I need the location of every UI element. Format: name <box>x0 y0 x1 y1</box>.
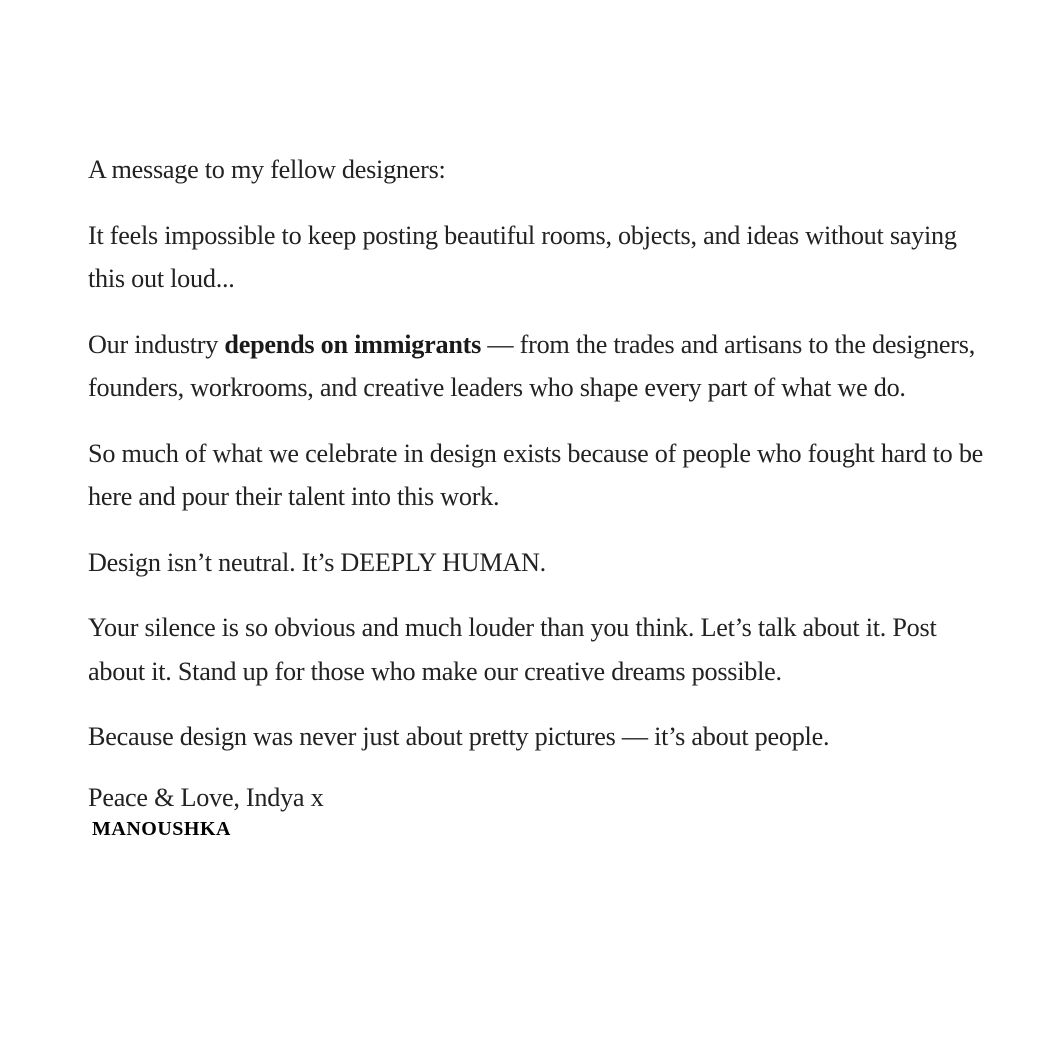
paragraph-2-lead: Our industry <box>88 329 225 359</box>
paragraph-2-rest: — from the trades and artisans to the designers, founders, workrooms, and creative leaders who shape every part of what we do. <box>88 329 975 402</box>
paragraph-3: So much of what we celebrate in design exists because of people who fought hard to be here and pour their talent into this work. <box>88 438 984 511</box>
paragraph-4: Design isn’t neutral. It’s DEEPLY HUMAN. <box>88 547 546 577</box>
brand-logo: MANOUSHKA <box>92 817 231 840</box>
letter-body <box>88 148 988 841</box>
paragraph-1: It feels impossible to keep posting beautiful rooms, objects, and ideas without saying this out loud... <box>88 220 957 293</box>
paragraph-2 <box>88 323 988 410</box>
paragraph-5: Your silence is so obvious and much louder than you think. Let’s talk about it. Post about it. Stand up for those who make our creative dreams possible. <box>88 613 937 686</box>
greeting: A message to my fellow designers: <box>88 155 446 184</box>
paragraph-6: Because design was never just about pretty pictures — it’s about people. <box>88 722 830 751</box>
signoff-text: Peace & Love, Indya x <box>88 782 324 812</box>
emphasis-immigrants: depends on immigrants <box>224 329 482 359</box>
signoff-block <box>88 781 988 841</box>
